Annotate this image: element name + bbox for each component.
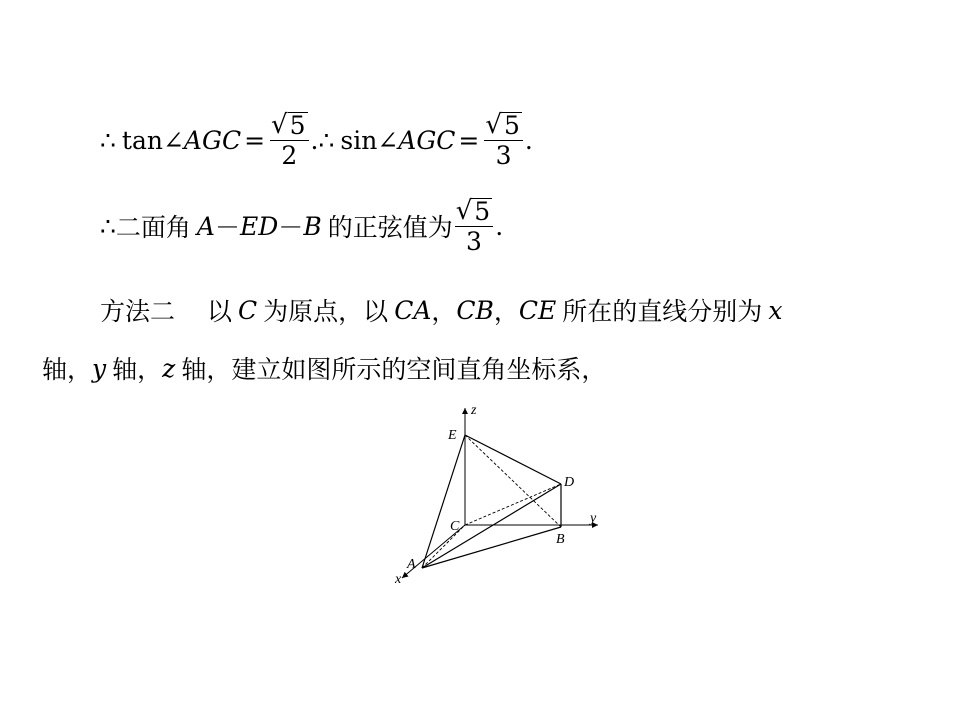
equation-line-1 xyxy=(100,112,533,168)
label-y: y xyxy=(590,511,597,526)
angle-symbol: ∠ xyxy=(377,125,399,155)
label-d: D xyxy=(564,475,575,490)
label-x: x xyxy=(395,572,402,587)
label-a: A xyxy=(407,557,416,572)
minus-sign: － xyxy=(214,213,240,242)
edge-cd-hidden xyxy=(465,484,561,525)
fraction-sqrt5-over-2 xyxy=(270,112,308,168)
label-c: C xyxy=(450,519,460,534)
text-line-3 xyxy=(100,292,782,328)
point-a: A xyxy=(196,211,215,241)
therefore-symbol: ∴ xyxy=(318,125,335,155)
edge-ae xyxy=(422,435,465,568)
therefore-symbol: ∴ xyxy=(100,211,116,241)
axis-z: z xyxy=(162,353,176,383)
segment-ca: CA xyxy=(394,295,432,325)
angle-agc: AGC xyxy=(398,125,456,155)
denominator: 3 xyxy=(465,227,482,256)
radicand: 5 xyxy=(503,111,520,140)
text-line-4 xyxy=(42,350,606,386)
radicand: 5 xyxy=(289,111,306,140)
text: 轴， xyxy=(42,355,93,384)
text: 轴，建立如图所示的空间直角坐标系， xyxy=(181,355,607,384)
fraction-sqrt5-over-3 xyxy=(484,112,522,168)
text: 为原点，以 xyxy=(263,297,389,326)
sqrt-sign: √ xyxy=(455,196,473,226)
denominator: 3 xyxy=(495,141,512,170)
equals-sign: = xyxy=(244,125,266,155)
denominator: 2 xyxy=(281,141,298,170)
therefore-symbol: ∴ xyxy=(100,125,116,155)
text: 以 xyxy=(207,297,233,326)
segment-cb: CB xyxy=(456,295,494,325)
axis-y: y xyxy=(92,353,107,383)
edge-ed: ED xyxy=(240,211,279,241)
radicand: 5 xyxy=(474,197,491,226)
tan-function: tan xyxy=(121,125,163,155)
point-c: C xyxy=(238,295,258,325)
sine-value-text: 的正弦值为 xyxy=(327,213,453,242)
minus-sign: － xyxy=(278,213,304,242)
method-two-label: 方法二 xyxy=(100,297,176,326)
period: . xyxy=(310,125,319,155)
period: . xyxy=(495,211,504,241)
segment-ce: CE xyxy=(518,295,557,325)
edge-ab xyxy=(422,527,561,568)
sqrt-sign: √ xyxy=(485,110,502,140)
period: . xyxy=(524,125,533,155)
comma: ， xyxy=(493,297,519,326)
point-b: B xyxy=(303,211,322,241)
axis-x: x xyxy=(768,295,783,325)
equation-line-2 xyxy=(100,198,503,254)
text: 轴， xyxy=(112,355,163,384)
angle-agc: AGC xyxy=(183,125,242,155)
label-z: z xyxy=(471,403,477,418)
coordinate-figure xyxy=(390,400,610,590)
sin-function: sin xyxy=(340,125,378,155)
edge-ad xyxy=(422,484,561,568)
text: 所在的直线分别为 xyxy=(562,297,763,326)
fraction-sqrt5-over-3 xyxy=(455,198,493,254)
comma: ， xyxy=(431,297,457,326)
edge-ed xyxy=(465,435,561,484)
angle-symbol: ∠ xyxy=(162,125,184,155)
dihedral-angle-text: 二面角 xyxy=(115,213,191,242)
equals-sign: = xyxy=(458,125,480,155)
sqrt-sign: √ xyxy=(271,110,288,140)
label-e: E xyxy=(448,428,457,443)
label-b: B xyxy=(556,532,565,547)
